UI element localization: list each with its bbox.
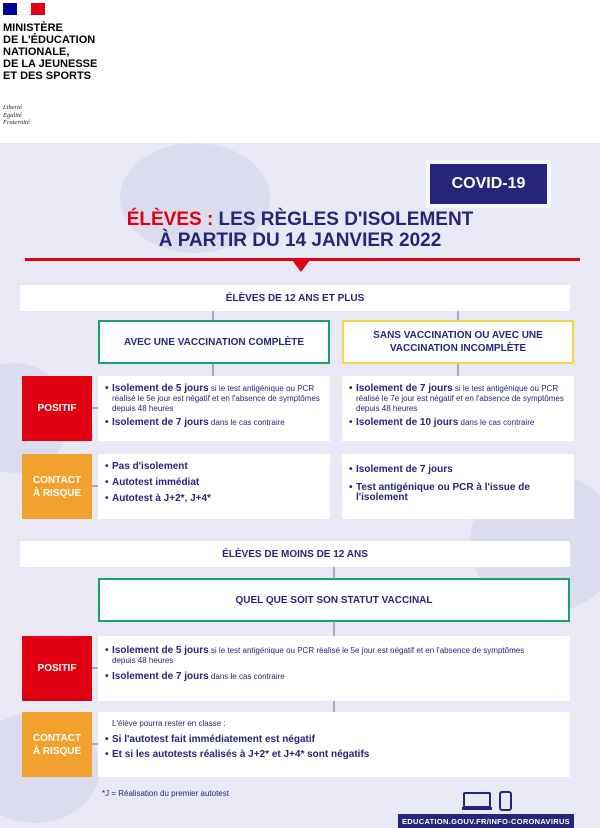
connector	[333, 622, 335, 636]
label-positif: POSITIF	[22, 376, 92, 441]
contact-note: L'élève pourra rester en classe :	[112, 719, 226, 728]
title-line1: LES RÈGLES D'ISOLEMENT	[213, 209, 474, 230]
list-item: • Si l'autotest fait immédiatement est négatif	[112, 735, 562, 745]
connector	[333, 567, 335, 578]
republic-flag	[3, 3, 45, 15]
list-item: • Isolement de 7 jours dans le cas contraire	[112, 672, 540, 682]
list-item: • Isolement de 7 jours si le test antigénique ou PCR réalisé le 7e jour est négatif et en l'absence de symptômes depuis 48 heures	[356, 384, 566, 414]
list-item: • Autotest immédiat	[112, 478, 322, 488]
devices-icon	[462, 791, 522, 811]
label-contact-risque-under-12: CONTACT À RISQUE	[22, 712, 92, 777]
cell-positif-vaccinated	[98, 376, 330, 441]
header-any-status: QUEL QUE SOIT SON STATUT VACCINAL	[98, 578, 570, 622]
cell-positif-unvaccinated	[342, 376, 574, 441]
info-url-link[interactable]: EDUCATION.GOUV.FR/INFO-CORONAVIRUS	[398, 814, 574, 828]
connector	[333, 701, 335, 712]
connector	[212, 364, 214, 376]
header-vaccinated: AVEC UNE VACCINATION COMPLÈTE	[98, 320, 330, 364]
title-line2: À PARTIR DU 14 JANVIER 2022	[158, 230, 442, 251]
list-item: • Isolement de 7 jours dans le cas contraire	[112, 418, 322, 428]
cell-positif-under-12	[98, 636, 570, 701]
title-highlight: ÉLÈVES :	[126, 209, 214, 230]
label-contact-risque: CONTACT À RISQUE	[22, 454, 92, 519]
list-item: • Isolement de 10 jours dans le cas contraire	[356, 418, 566, 428]
ministry-name: MINISTÈRE DE L'ÉDUCATION NATIONALE, DE LA JEUNESSE ET DES SPORTS	[3, 22, 98, 82]
list-item: • Isolement de 5 jours si le test antigénique ou PCR réalisé le 5e jour est négatif et en l'absence de symptômes depuis 48 heures	[112, 646, 540, 666]
flag-white	[17, 3, 31, 15]
page-title	[40, 209, 560, 251]
covid-badge: COVID-19	[430, 164, 547, 204]
connector	[457, 364, 459, 376]
list-item: • Autotest à J+2*, J+4*	[112, 494, 322, 504]
list-item: • Pas d'isolement	[112, 462, 322, 472]
footnote: *J = Réalisation du premier autotest	[102, 789, 229, 798]
cell-contact-vaccinated	[98, 454, 330, 519]
label-positif-under-12: POSITIF	[22, 636, 92, 701]
flag-red	[31, 3, 45, 15]
cell-contact-unvaccinated	[342, 454, 574, 519]
section-heading-under-12: ÉLÈVES DE MOINS DE 12 ANS	[20, 541, 570, 567]
list-item: • Isolement de 7 jours	[356, 465, 566, 475]
section-heading-12-plus: ÉLÈVES DE 12 ANS ET PLUS	[20, 285, 570, 311]
republic-motto: Liberté Égalité Fraternité	[3, 104, 30, 126]
header-unvaccinated: SANS VACCINATION OU AVEC UNE VACCINATION INCOMPLÈTE	[342, 320, 574, 364]
list-item: • Isolement de 5 jours si le test antigénique ou PCR réalisé le 5e jour est négatif et en l'absence de symptômes depuis 48 heures	[112, 384, 322, 414]
flag-blue	[3, 3, 17, 15]
title-pointer-icon	[292, 260, 310, 272]
cell-contact-under-12	[98, 712, 570, 777]
list-item: • Et si les autotests réalisés à J+2* et J+4* sont négatifs	[112, 750, 562, 760]
list-item: • Test antigénique ou PCR à l'issue de l'isolement	[356, 483, 566, 503]
